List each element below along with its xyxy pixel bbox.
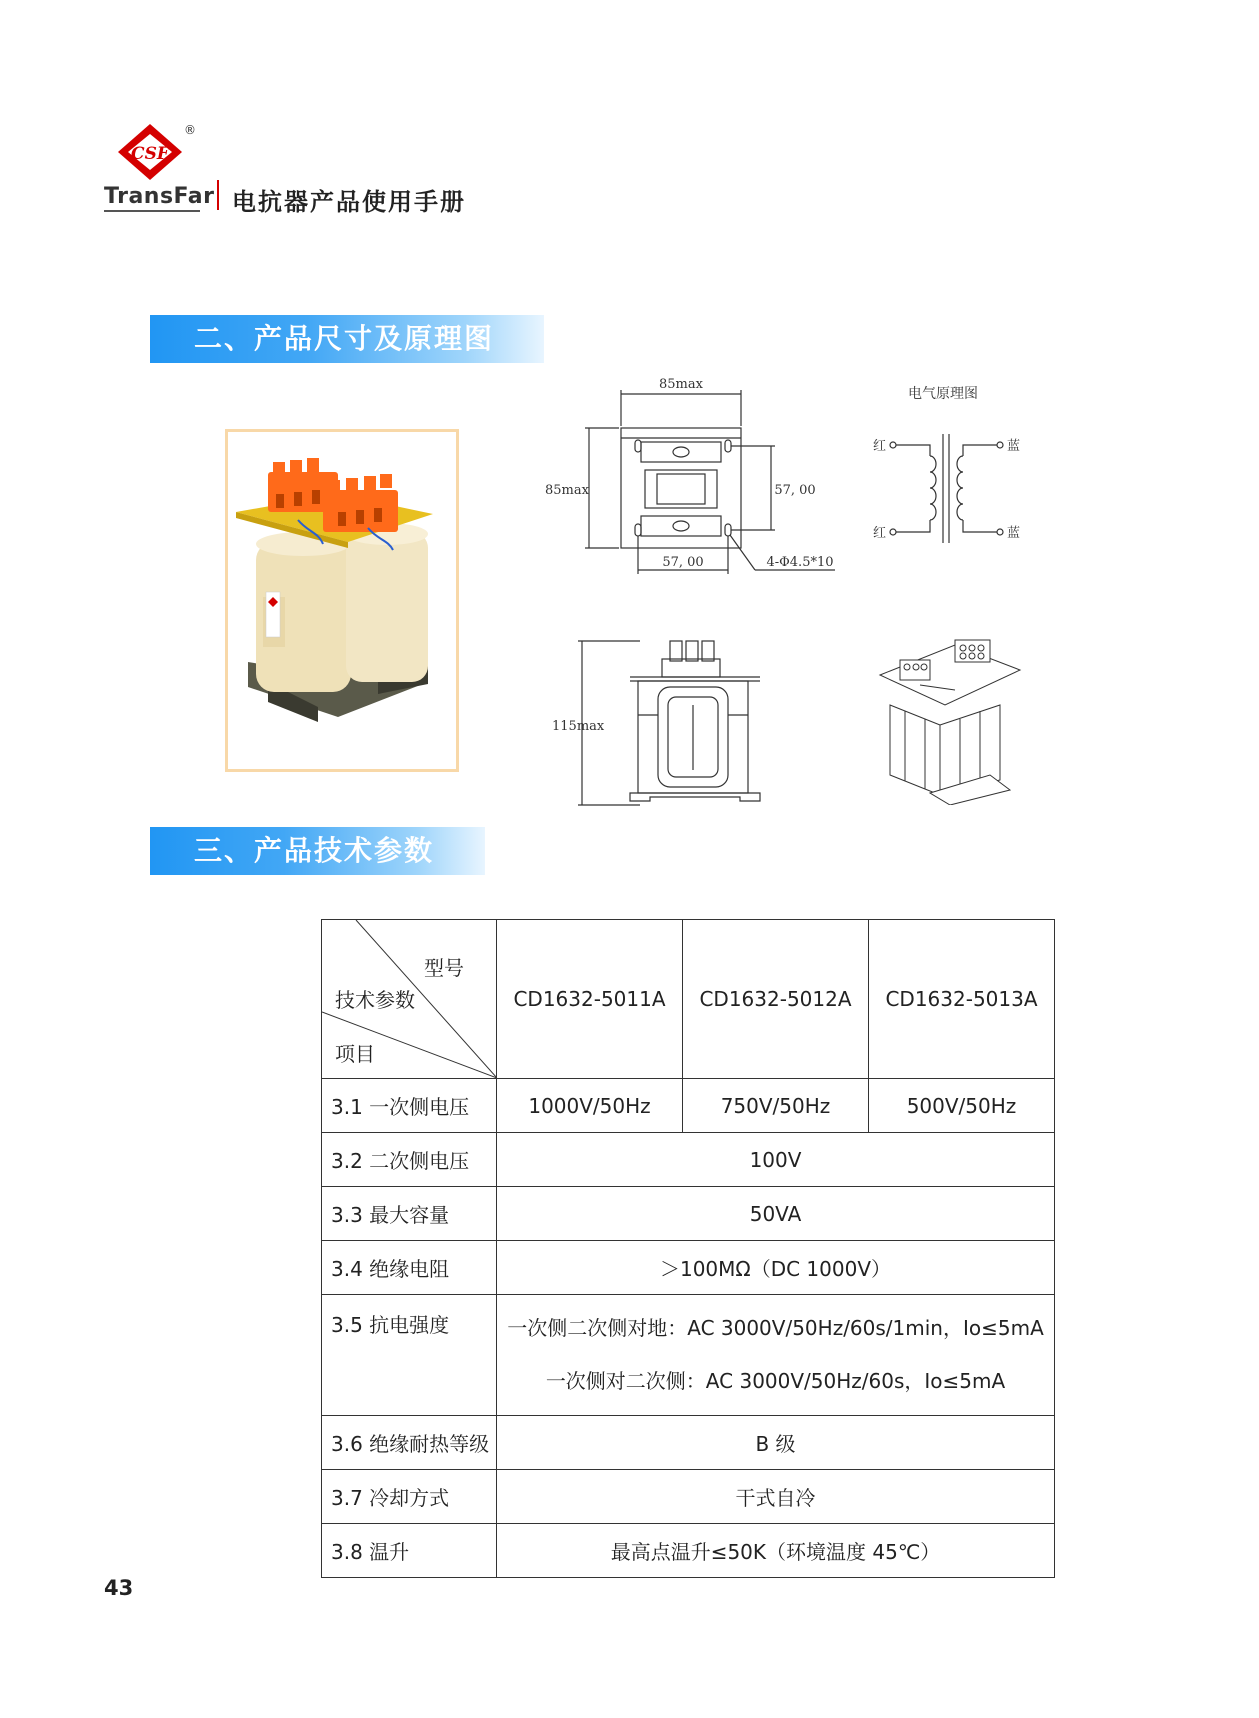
- hole-spacing-horizontal: 57, 00: [662, 555, 704, 570]
- spec-table: [321, 919, 1055, 1578]
- side-height-dimension: 115max: [552, 719, 605, 734]
- side-view-drawing: [540, 615, 770, 815]
- max-capacity-value: 50VA: [497, 1187, 1055, 1241]
- electrical-schematic: [855, 378, 1045, 558]
- schematic-title: 电气原理图: [908, 386, 978, 402]
- dielectric-strength-cell: [497, 1295, 1055, 1416]
- model-header-3: CD1632-5013A: [869, 920, 1055, 1079]
- corner-param-label: 技术参数: [335, 988, 415, 1012]
- wire-blue-top: 蓝: [1007, 439, 1021, 454]
- temperature-rise-value: 最高点温升≤50K（环境温度 45℃）: [497, 1524, 1055, 1578]
- row-label-temperature-rise: 3.8 温升: [322, 1524, 497, 1578]
- insulation-class-value: B 级: [497, 1416, 1055, 1470]
- cooling-method-value: 干式自冷: [497, 1470, 1055, 1524]
- table-row: [322, 1241, 1055, 1295]
- header-separator: [217, 180, 219, 210]
- primary-voltage-3: 500V/50Hz: [869, 1079, 1055, 1133]
- table-row: [322, 1470, 1055, 1524]
- table-row: [322, 1187, 1055, 1241]
- table-row: [322, 1416, 1055, 1470]
- dielectric-strength-line-2: 一次侧对二次侧：AC 3000V/50Hz/60s，Io≤5mA: [545, 1369, 1006, 1393]
- row-label-insulation-class: 3.6 绝缘耐热等级: [322, 1416, 497, 1470]
- model-header-2: CD1632-5012A: [683, 920, 869, 1079]
- row-label-cooling-method: 3.7 冷却方式: [322, 1470, 497, 1524]
- row-label-secondary-voltage: 3.2 二次侧电压: [322, 1133, 497, 1187]
- table-header-row: [322, 920, 1055, 1079]
- isometric-drawing: [860, 615, 1040, 805]
- wire-red-top: 红: [873, 439, 887, 454]
- corner-item-label: 项目: [335, 1042, 375, 1066]
- wire-blue-bottom: 蓝: [1007, 526, 1021, 541]
- height-dimension: 85max: [545, 483, 589, 498]
- top-view-drawing: [545, 370, 850, 590]
- reactor-illustration: [228, 432, 456, 769]
- secondary-voltage-value: 100V: [497, 1133, 1055, 1187]
- section-specs-title: 三、产品技术参数: [194, 834, 435, 867]
- brand-underline: [104, 210, 200, 212]
- manual-title: 电抗器产品使用手册: [232, 188, 466, 216]
- wire-red-bottom: 红: [873, 526, 887, 541]
- section-specs-banner: [150, 827, 485, 875]
- table-row: [322, 1133, 1055, 1187]
- model-header-1: CD1632-5011A: [497, 920, 683, 1079]
- table-row: [322, 1295, 1055, 1416]
- hole-size-label: 4-Φ4.5*10: [766, 555, 834, 570]
- page-number: 43: [104, 1576, 134, 1600]
- row-label-primary-voltage: 3.1 一次侧电压: [322, 1079, 497, 1133]
- insulation-resistance-value: ＞100MΩ（DC 1000V）: [497, 1241, 1055, 1295]
- width-dimension: 85max: [659, 377, 703, 392]
- product-photo: [225, 429, 459, 772]
- brand-name: TransFar: [104, 184, 215, 209]
- row-label-insulation-resistance: 3.4 绝缘电阻: [322, 1241, 497, 1295]
- dielectric-strength-line-1: 一次侧二次侧对地：AC 3000V/50Hz/60s/1min，Io≤5mA: [507, 1316, 1044, 1340]
- primary-voltage-2: 750V/50Hz: [683, 1079, 869, 1133]
- table-row: [322, 1524, 1055, 1578]
- primary-voltage-1: 1000V/50Hz: [497, 1079, 683, 1133]
- section-dimensions-banner: [150, 315, 544, 363]
- corner-cell: [322, 920, 497, 1079]
- registered-mark: ®: [184, 123, 196, 137]
- row-label-max-capacity: 3.3 最大容量: [322, 1187, 497, 1241]
- corner-model-label: 型号: [424, 956, 464, 980]
- hole-spacing-vertical: 57, 00: [774, 483, 816, 498]
- section-dimensions-title: 二、产品尺寸及原理图: [194, 322, 495, 355]
- table-row: [322, 1079, 1055, 1133]
- logo-mark: CSF: [131, 144, 169, 164]
- row-label-dielectric-strength: 3.5 抗电强度: [322, 1295, 497, 1416]
